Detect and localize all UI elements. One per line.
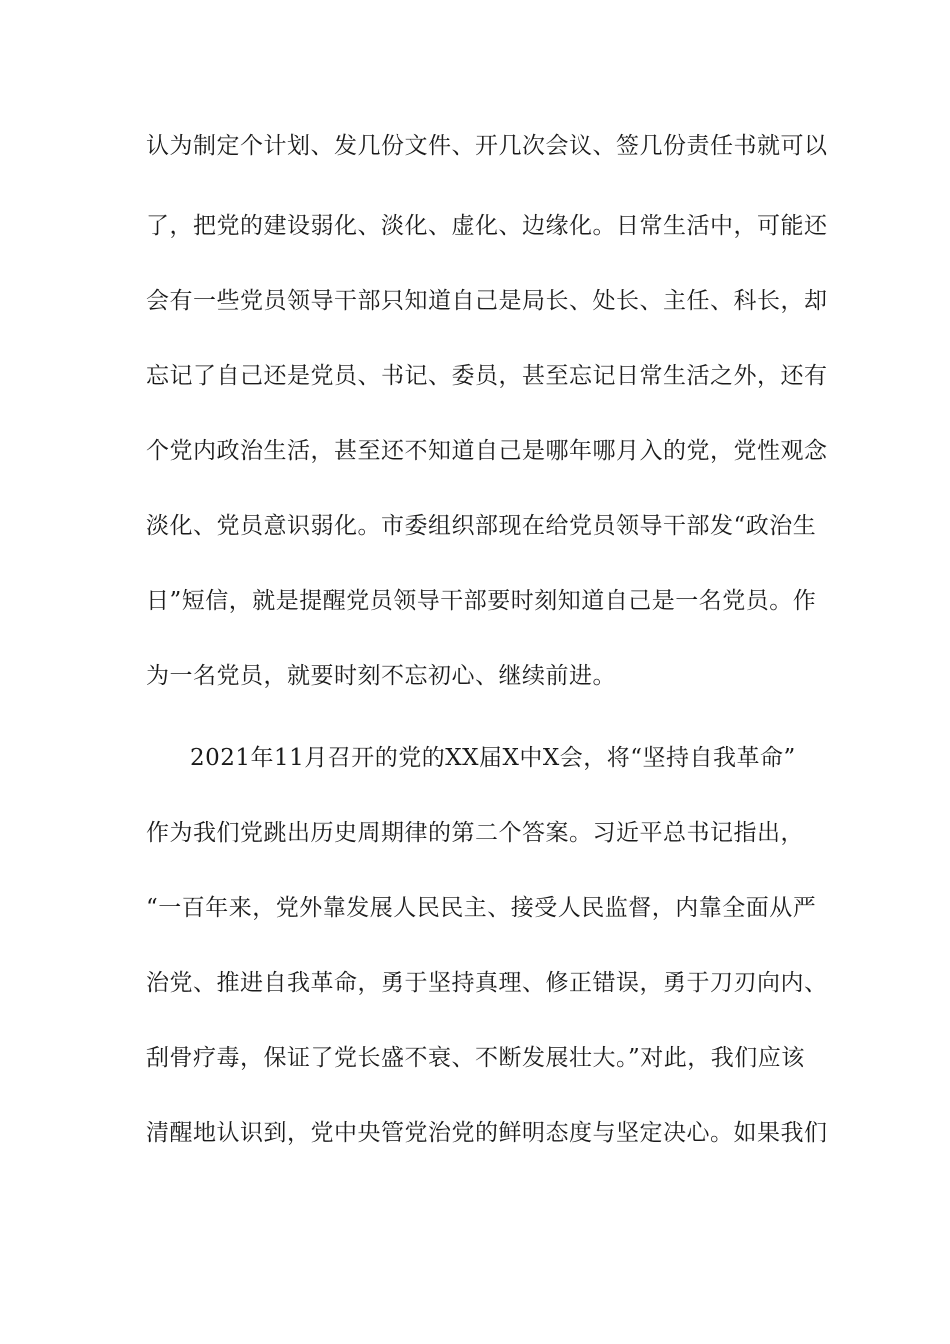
text-line: 忘记了自己还是党员、书记、委员，甚至忘记日常生活之外，还有 [146,363,828,389]
text-line: 刮骨疗毒，保证了党长盛不衰、不断发展壮大。”对此，我们应该 [146,1045,805,1071]
text-line: 清醒地认识到，党中央管党治党的鲜明态度与坚定决心。如果我们 [146,1120,828,1146]
text-line: 作为我们党跳出历史周期律的第二个答案。习近平总书记指出， [146,820,804,846]
text-line: 会有一些党员领导干部只知道自己是局长、处长、主任、科长，却 [146,288,828,314]
text-line: 为一名党员，就要时刻不忘初心、继续前进。 [146,663,616,689]
text-line: “一百年来，党外靠发展人民民主、接受人民监督，内靠全面从严 [146,895,817,921]
text-line: 认为制定个计划、发几份文件、开几次会议、签几份责任书就可以 [146,133,828,159]
text-line: 了，把党的建设弱化、淡化、虚化、边缘化。日常生活中，可能还 [146,213,828,239]
text-line: 淡化、党员意识弱化。市委组织部现在给党员领导干部发“政治生 [146,513,817,539]
text-line: 个党内政治生活，甚至还不知道自己是哪年哪月入的党，党性观念 [146,438,828,464]
text-line: 日”短信，就是提醒党员领导干部要时刻知道自己是一名党员。作 [146,588,817,614]
text-line: 2021年11月召开的党的XX届X中X会，将“坚持自我革命” [190,745,796,771]
text-line: 治党、推进自我革命，勇于坚持真理、修正错误，勇于刀刃向内、 [146,970,828,996]
